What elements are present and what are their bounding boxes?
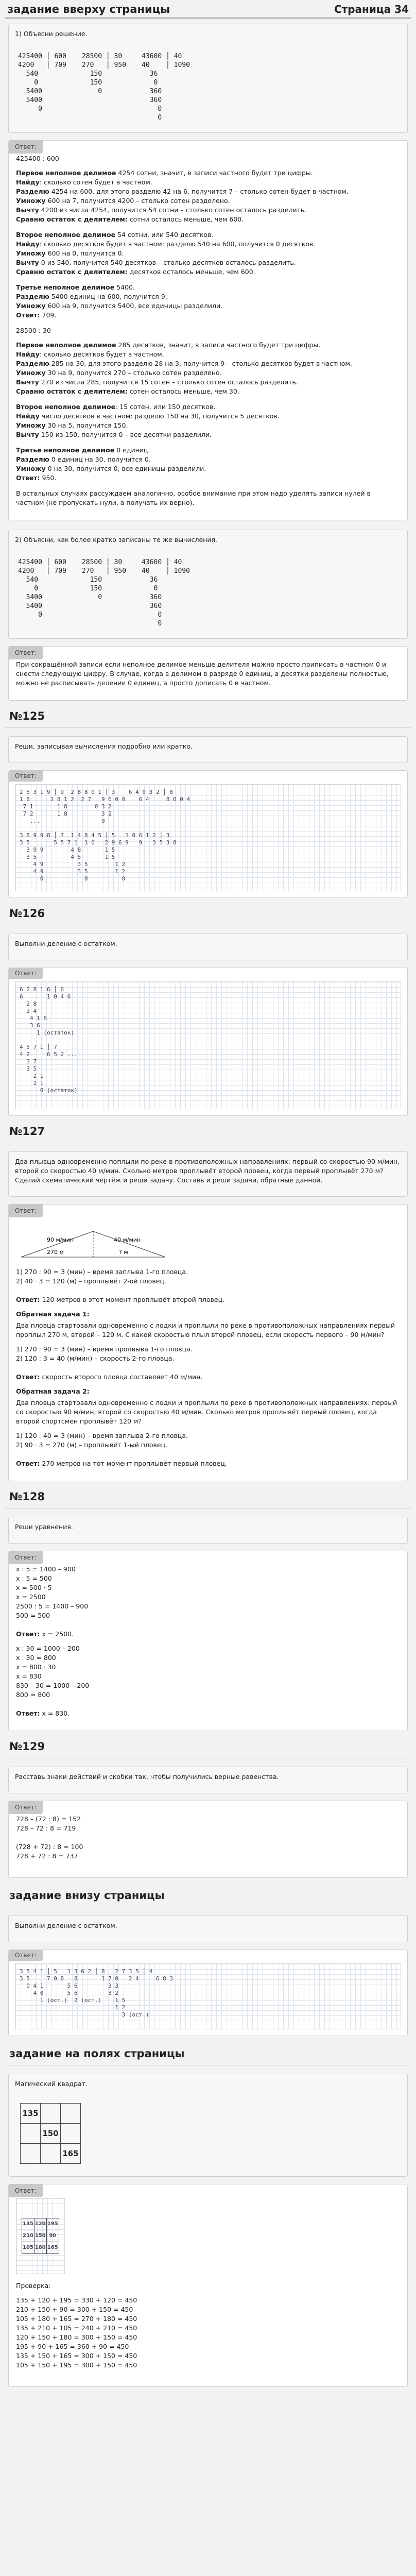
- answer-value: x = 830.: [40, 1709, 70, 1717]
- text-line: 105 + 150 + 195 = 300 + 150 = 450: [16, 2361, 137, 2369]
- answer-label: Ответ:: [9, 140, 43, 154]
- answer-line: [16, 350, 400, 359]
- task-bottom-text: Выполни деление с остатком.: [15, 1922, 117, 1929]
- calc-line: 0: [142, 105, 162, 113]
- distance-2-label: ? м: [119, 1249, 128, 1256]
- answer-line-keyword: Умножу: [16, 465, 46, 472]
- answer-line-keyword: Ответ:: [16, 311, 40, 319]
- page-number: Страница 34: [334, 3, 409, 15]
- answer-value: x = 2500.: [40, 1630, 74, 1638]
- calc-column: [142, 52, 190, 122]
- answer-line-text: : сколько десятков будет в частном: разделю 540 на 600, получится 0 десятков.: [39, 240, 316, 248]
- task-1-answer-2: [8, 646, 408, 701]
- inverse-2-question: Два пловца стартовали одновременно с лодки и проплыли по реке в противоположных направлениях: первый со скоростью 90 м/мин, второй со скоростью 40 м/мин. Сколько метров проплывёт первый пловец, когда второй спортсмен проплывёт 120 м?: [16, 1399, 397, 1425]
- answer-line-text: 0 единиц на 30, получится 0.: [49, 455, 151, 463]
- section-title-128: №128: [9, 1490, 45, 1503]
- answer-line: [16, 301, 400, 311]
- answer-line-keyword: Найду: [16, 350, 40, 358]
- magic-square-row: [21, 2124, 81, 2144]
- text-line: 135 + 120 + 195 = 330 + 120 = 450: [16, 2296, 137, 2304]
- answer-line-keyword: Разделю: [16, 455, 49, 463]
- answer-block: [16, 230, 400, 277]
- header-rule: [5, 18, 411, 19]
- inverse-1-question: Два пловца стартовали одновременно с лодки и проплыли по реке в противоположных направлениях первый проплыл 270 м, второй – 120 м. С какой скоростью плыл второй пловец, если скорость первого – 90 м/мин?: [16, 1321, 395, 1338]
- answer-line-keyword: Сравню остаток с делителем:: [16, 215, 128, 223]
- inverse-2-answer: [16, 1459, 400, 1468]
- magic-square-cell: 120: [34, 2218, 46, 2230]
- magic-square-grid: [16, 2198, 65, 2274]
- handwritten-solution: 3 5 4 1 │ 5 1 3 6 2 │ 8 2 7 3 5 │ 4 3 5 7 0 8 8 1 7 0 2 4 6 8 3 0 4 1 5 6 3 3 4 0 5 6 3 2 1 (ост.) 2 (ост.) 1 5 1 2 3 (ост.): [15, 1963, 401, 2029]
- answer-line-text: 0 на 30, получится 0, все единицы разделили.: [45, 465, 206, 472]
- inverse-2-title: Обратная задача 2:: [16, 1387, 90, 1395]
- magic-square-cell: 135: [21, 2104, 41, 2124]
- answer-line-keyword: Второе неполное делимое: [16, 403, 116, 411]
- answer-line: [16, 473, 400, 483]
- answer-keyword: Ответ:: [16, 1460, 40, 1467]
- text-line: 120 + 150 + 180 = 300 + 150 = 450: [16, 2333, 137, 2341]
- answer-line-text: 30 на 5, получится 150.: [45, 421, 128, 429]
- answer-line: [16, 421, 400, 430]
- answer-line: [16, 267, 400, 277]
- task-bottom-question: [8, 1916, 408, 1942]
- answer-label: Ответ:: [9, 1204, 43, 1217]
- text-line: 135 + 210 + 105 = 240 + 210 = 450: [16, 2324, 137, 2332]
- answer-line: [16, 258, 400, 267]
- task-129-question: [8, 1767, 408, 1793]
- magic-square-cell: 135: [22, 2218, 34, 2230]
- task-128-question: [8, 1517, 408, 1544]
- text-line: 1) 270 : 90 = 3 (мин) – время пропвыва 1-го пловца.: [16, 1345, 193, 1353]
- task-1-q1: 1) Объясни решение.: [15, 30, 88, 38]
- calc-line: 0: [18, 611, 42, 619]
- magic-square-cell: 90: [46, 2230, 59, 2242]
- calc-line: 0: [81, 88, 102, 95]
- answer-keyword: Ответ:: [16, 1630, 40, 1638]
- calc-column: [18, 558, 66, 628]
- section-title-margins: задание на полях страницы: [9, 2047, 185, 2060]
- task-126-text: Выполни деление с остатком.: [15, 940, 117, 947]
- magic-square-cell: [61, 2104, 81, 2124]
- inverse-1-answer: [16, 1372, 400, 1382]
- calc-line: 4200 │ 709: [18, 61, 66, 69]
- calc-line: 425400 │ 600: [18, 53, 66, 60]
- answer-line-text: 54 сотни, или 540 десятков.: [115, 231, 214, 239]
- answer-line-keyword: Вычту: [16, 378, 39, 386]
- answer-line: [16, 446, 400, 455]
- section-title-126: №126: [9, 907, 45, 920]
- answer-line: [16, 168, 400, 178]
- answer-line-text: 285 на 30, для этого разделю 28 на 3, получится 9 – столько десятков будет в частном.: [49, 360, 352, 367]
- task-127-question: [8, 1151, 408, 1197]
- answer-block: [16, 283, 400, 320]
- header: [0, 0, 416, 18]
- section-title-125: №125: [9, 710, 45, 722]
- answer-line: [16, 187, 400, 196]
- equation-1-answer: [16, 1630, 400, 1639]
- section-title-127: №127: [9, 1125, 45, 1138]
- answer-line-keyword: Сравню остаток с делителем:: [16, 268, 128, 276]
- answer-line-text: 950.: [40, 474, 57, 482]
- calc-column: [142, 558, 190, 628]
- answer-line-text: : сколько десятков будет в частном.: [39, 350, 164, 358]
- calc-line: 43600 │ 40: [142, 558, 182, 566]
- task-129-answer: [8, 1801, 408, 1878]
- page-title: задание вверху страницы: [7, 3, 170, 15]
- answer-line-keyword: Разделю: [16, 188, 49, 195]
- answer-line-text: 4254 на 600, для этого разделю 42 на 6, получится 7 – столько сотен будет в частном.: [49, 188, 349, 195]
- answer-line: [16, 196, 400, 206]
- calc-line: 40 │ 1090: [142, 567, 190, 575]
- text-line: 135 + 150 + 165 = 300 + 150 = 450: [16, 2352, 137, 2360]
- text-line: 105 + 180 + 165 = 270 + 180 = 450: [16, 2315, 137, 2323]
- answer-label: Ответ:: [9, 2184, 43, 2197]
- task-1-question: [8, 24, 408, 133]
- answer-heading: 28500 : 30: [16, 327, 51, 334]
- task-125: [8, 736, 408, 898]
- answer-line-keyword: Вычту: [16, 259, 39, 266]
- answer-label: Ответ:: [9, 1801, 43, 1814]
- answer-line: [16, 402, 400, 412]
- task-126-answer: [8, 968, 408, 1116]
- task-126: [8, 934, 408, 1116]
- text-line: 728 – 72 : 8 = 719: [16, 1824, 76, 1832]
- magic-square-cell: 150: [34, 2230, 46, 2242]
- answer-line-text: 600 на 9, получится 5400, все единицы разделили.: [45, 302, 223, 310]
- calc-line: 0: [81, 594, 102, 601]
- calc-line: 0: [142, 114, 162, 122]
- answer-line-text: 600 на 7, получится 4200 – столько сотен разделено.: [45, 197, 230, 205]
- magic-square-cell: 165: [46, 2242, 59, 2254]
- magic-square-cell: 195: [46, 2218, 59, 2230]
- task-125-question: [8, 736, 408, 763]
- magic-square-cell: [21, 2144, 41, 2164]
- answer-value: скорость второго пловца составляет 40 м/мин.: [40, 1373, 203, 1381]
- calc-line: 360: [142, 594, 162, 601]
- task-bottom: [8, 1916, 408, 2036]
- inverse-1-title: Обратная задача 1:: [16, 1310, 90, 1318]
- magic-square-row: [22, 2242, 59, 2254]
- answer-line-keyword: Умножу: [16, 197, 46, 205]
- task-129-text: Расставь знаки действий и скобки так, чтобы получились верные равенства.: [15, 1773, 279, 1781]
- task-1-calcs-2: [15, 549, 401, 631]
- magic-square-cell: [41, 2104, 61, 2124]
- task-127-text: Два плывца одновременно поплыли по реке в противоположных направлениях: первый со скоростью 90 м/мин, второй со скоростью 40 м/мин. Сколько метров проплывёт второй пловец, когда первый проплывёт 270 м? Сделай схематический чертёж и реши задачу. Составь и реши задачи, обратные данной.: [15, 1158, 400, 1184]
- answer-line-keyword: Ответ:: [16, 474, 40, 482]
- calc-line: 150: [81, 70, 102, 78]
- text-line: x = 830: [16, 1672, 42, 1680]
- answer-line: [16, 430, 400, 439]
- handwritten-solution: 6 2 8 1 6 │ 6 6 1 0 4 6 2 8 2 4 4 1 6 3 6 1 (остаток) 4 5 7 1 │ 7 4 2 6 5 2 ... 3 7 3 5 2 1 2 1 0 (остаток): [15, 981, 401, 1109]
- calc-column: [82, 558, 126, 628]
- calc-column: [82, 52, 126, 122]
- text-line: x = 2500: [16, 1593, 46, 1601]
- solution-lines: [16, 1267, 400, 1295]
- magic-square-row: [21, 2144, 81, 2164]
- answer-line-keyword: Третье неполное делимое: [16, 283, 115, 291]
- calc-line: 270 │ 950: [81, 61, 127, 69]
- answer-line: [16, 412, 400, 421]
- answer-label: Ответ:: [9, 646, 43, 659]
- task-margins: [8, 2074, 408, 2387]
- check-lines: [16, 2296, 400, 2379]
- inverse-1-solution: [16, 1345, 400, 1372]
- answer-line-keyword: Умножу: [16, 249, 46, 257]
- text-line: 210 + 150 + 90 = 300 + 150 = 450: [16, 2306, 133, 2313]
- text-line: 800 = 800: [16, 1691, 50, 1699]
- text-line: x : 30 = 800: [16, 1654, 56, 1662]
- text-line: 830 – 30 = 1000 – 200: [16, 1682, 90, 1689]
- answer-line-keyword: Найду: [16, 412, 40, 420]
- text-line: (728 + 72) : 8 = 100: [16, 1843, 83, 1851]
- magic-square-cell: 180: [34, 2242, 46, 2254]
- task-1: [8, 24, 408, 701]
- calc-line: 5400: [18, 96, 42, 104]
- answer-block: [16, 168, 400, 224]
- calc-line: 36: [142, 576, 158, 584]
- answer-block: [16, 341, 400, 396]
- answer-line-text: 4254 сотни, значит, в записи частного будет три цифры.: [116, 169, 313, 177]
- answer-line-text: : 15 сотен, или 150 десятков.: [115, 403, 216, 411]
- answer-line: [16, 387, 400, 396]
- text-line: x : 30 = 1000 – 200: [16, 1645, 80, 1652]
- calc-column: [18, 52, 66, 122]
- answer-line-keyword: Умножу: [16, 302, 46, 310]
- calc-line: 425400 │ 600: [18, 558, 66, 566]
- text-line: 2) 120 : 3 = 40 (м/мин) – скорость 2-го пловца.: [16, 1354, 175, 1362]
- calc-line: 270 │ 950: [81, 567, 127, 575]
- calc-line: 28500 │ 30: [81, 558, 123, 566]
- magic-square-cell: [61, 2124, 81, 2144]
- task-1-calcs: [15, 43, 401, 125]
- task-bottom-answer: [8, 1950, 408, 2036]
- calc-line: 360: [142, 88, 162, 95]
- distance-1-label: 270 м: [47, 1249, 64, 1256]
- calc-line: 540: [18, 70, 39, 78]
- calc-line: 0: [142, 611, 162, 619]
- answer-line-text: 285 десятков, значит, в записи частного будет три цифры.: [116, 341, 321, 349]
- answer-line-keyword: Третье неполное делимое: [16, 446, 115, 454]
- calc-line: 150: [81, 576, 102, 584]
- answer-line-text: 4200 из числа 4254, получится 54 сотни – столько сотен осталось разделить.: [39, 206, 307, 214]
- answer-line-text: 5400.: [114, 283, 135, 291]
- answer-line: [16, 206, 400, 215]
- answer-line: [16, 455, 400, 464]
- answer-line-text: 270 из числа 285, получится 15 сотен – столько сотен осталось разделить.: [39, 378, 298, 386]
- magic-square-blank-wrap: [15, 2093, 401, 2169]
- answer-keyword: Ответ:: [16, 1296, 40, 1303]
- calc-line: 0: [18, 585, 39, 592]
- text-line: [16, 1833, 400, 1842]
- equation-2: [16, 1644, 400, 1709]
- answer-line-keyword: Второе неполное делимое: [16, 231, 116, 239]
- answer-line-keyword: Вычту: [16, 206, 39, 214]
- task-1-question-2: [8, 530, 408, 639]
- section-title-129: №129: [9, 1740, 45, 1753]
- answer-line: [16, 215, 400, 224]
- magic-square-cell: 105: [22, 2242, 34, 2254]
- river-sketch: [16, 1221, 170, 1262]
- answer-text: При сокращённой записи если неполное делимое меньше делителя можно просто приписать в частном 0 и снести следующую цифру. В случае, когда в делимом в разряде 0 единиц, а десятки разделены полностью, можно не расписывать деление 0 единиц, а просто дописать 0 в частном.: [16, 660, 389, 687]
- magic-square-cell: 165: [61, 2144, 81, 2164]
- magic-square-row: [22, 2218, 59, 2230]
- calc-line: 0: [142, 79, 158, 87]
- answer-line-keyword: Умножу: [16, 369, 46, 377]
- calc-line: 28500 │ 30: [81, 53, 123, 60]
- speed-1-label: 90 м/мин: [47, 1236, 74, 1243]
- magic-square-row: [22, 2230, 59, 2242]
- answer-line-keyword: Сравню остаток с делителем:: [16, 387, 128, 395]
- calc-line: 150: [81, 585, 102, 592]
- calc-line: 40 │ 1090: [142, 61, 190, 69]
- answer-line-text: 600 на 0, получится 0.: [45, 249, 124, 257]
- text-line: 1) 120 : 40 = 3 (мин) – время заплыва 2-го пловца.: [16, 1432, 188, 1439]
- text-line: 728 – (72 : 8) = 152: [16, 1815, 81, 1823]
- answer-line-keyword: Разделю: [16, 360, 49, 367]
- answer-value: 120 метров в этот момент проплывёт второй пловец.: [40, 1296, 225, 1303]
- inverse-2-solution: [16, 1431, 400, 1459]
- magic-square-cell: [41, 2144, 61, 2164]
- answer-value: 270 метров на тот момент проплывёт первый пловец.: [40, 1460, 227, 1467]
- answer-line: [16, 178, 400, 187]
- answer-line-text: : сколько сотен будет в частном.: [39, 178, 152, 186]
- magic-square-cell: [21, 2124, 41, 2144]
- answer-keyword: Ответ:: [16, 1373, 40, 1381]
- task-128-answer: [8, 1551, 408, 1731]
- answer-line-text: 150 из 150, получится 0 – все десятки разделили.: [39, 431, 212, 438]
- magic-square-row: [21, 2104, 81, 2124]
- answer-line-keyword: Первое неполное делимое: [16, 341, 116, 349]
- calc-line: 0: [18, 79, 39, 87]
- answer-line: [16, 368, 400, 378]
- calc-line: 36: [142, 70, 158, 78]
- answer-block: [16, 402, 400, 439]
- answer-line-text: десятков осталось меньше, чем 600.: [127, 268, 255, 276]
- answer-line-keyword: Разделю: [16, 293, 49, 300]
- magic-square-blank: [20, 2103, 81, 2164]
- calc-line: 360: [142, 602, 162, 610]
- answer-line-keyword: Найду: [16, 240, 40, 248]
- calc-line: 5400: [18, 88, 42, 95]
- task-127-answer: [8, 1204, 408, 1481]
- text-line: 1) 270 : 90 = 3 (мин) – время заплыва 1-го пловца.: [16, 1268, 188, 1276]
- answer-line: [16, 341, 400, 350]
- text-line: 2) 40 · 3 = 120 (м) – проплывёт 2-ой пловец.: [16, 1277, 166, 1285]
- solution-answer: [16, 1295, 400, 1304]
- calc-line: 5400: [18, 602, 42, 610]
- answer-line-keyword: Вычту: [16, 431, 39, 438]
- task-125-text: Реши, записывая вычисления подробно или кратко.: [15, 742, 193, 750]
- task-127: [8, 1151, 408, 1481]
- calc-line: 360: [142, 96, 162, 104]
- text-line: x = 500 · 5: [16, 1584, 52, 1591]
- answer-line: [16, 464, 400, 473]
- magic-square-cell: 150: [41, 2124, 61, 2144]
- answer-block: [16, 446, 400, 483]
- equalities: [16, 1815, 400, 1870]
- text-line: 2) 90 · 3 = 270 (м) – проплывёт 1-ый пловец.: [16, 1441, 168, 1449]
- task-126-question: [8, 934, 408, 960]
- answer-line-keyword: Умножу: [16, 421, 46, 429]
- answer-line: [16, 359, 400, 368]
- task-129: [8, 1767, 408, 1878]
- answer-line-text: число десятков в частном: разделю 150 на 30, получится 5 десятков.: [39, 412, 280, 420]
- task-margins-text: Магический квадрат.: [15, 2080, 88, 2088]
- calc-line: 5400: [18, 594, 42, 601]
- task-128-text: Реши уравнения.: [15, 1523, 73, 1531]
- text-line: 195 + 90 + 165 = 360 + 90 = 450: [16, 2343, 129, 2350]
- answer-heading: 425400 : 600: [16, 155, 59, 162]
- answer-keyword: Ответ:: [16, 1709, 40, 1717]
- answer-line: [16, 311, 400, 320]
- answer-line-keyword: Первое неполное делимое: [16, 169, 116, 177]
- answer-line-text: сотни осталось меньше, чем 600.: [127, 215, 244, 223]
- answer-line: [16, 292, 400, 301]
- answer-line-text: 709.: [40, 311, 57, 319]
- calc-line: 150: [81, 79, 102, 87]
- answer-label: Ответ:: [9, 1551, 43, 1564]
- section-rule: [5, 1508, 411, 1509]
- text-line: x : 5 = 500: [16, 1574, 52, 1582]
- answer-line-text: сотен осталось меньше, чем 30.: [127, 387, 239, 395]
- text-line: x : 5 = 1400 – 900: [16, 1565, 76, 1573]
- answer-line: [16, 283, 400, 292]
- answer-label: Ответ:: [9, 770, 43, 782]
- speed-2-label: 40 м/мин: [114, 1236, 141, 1243]
- river-sketch-svg: [16, 1221, 170, 1262]
- text-line: 2500 : 5 = 1400 – 900: [16, 1602, 89, 1610]
- text-line: 500 = 500: [16, 1612, 50, 1619]
- handwritten-solution: 2 5 3 1 9 │ 9 2 8 8 0 1 │ 3 6 4 0 3 2 │ 8 1 8 2 8 1 2 2 7 9 6 0 0 6 4 8 0 0 4 7 1 1 8 0 3 2 7 2 1 8 3 2 ... 0 3 8 9 9 8 │ 7 1 4 8 4 5 │ 5 1 0 6 1 2 │ 3 3 5 5 5 7 1 1 0 2 9 6 9 9 3 5 3 8 3 9 9 4 8 1 5 3 5 4 5 1 5 4 9 3 5 1 2 4 9 3 5 1 2 0 0 0: [15, 784, 401, 891]
- equation-2-answer: [16, 1709, 400, 1718]
- text-line: x = 800 · 30: [16, 1663, 56, 1671]
- answer-line-text: 0 из 540, получится 540 десятков – столько десятков осталось разделить.: [39, 259, 296, 266]
- answer-line-keyword: Найду: [16, 178, 40, 186]
- answer-line: [16, 240, 400, 249]
- task-125-answer: [8, 770, 408, 898]
- magic-square-filled: [22, 2218, 59, 2254]
- answer-label: Ответ:: [9, 1950, 43, 1961]
- task-128: [8, 1517, 408, 1731]
- answer-line-text: 0 единиц.: [114, 446, 150, 454]
- calc-line: 0: [142, 620, 162, 628]
- calc-line: 0: [18, 105, 42, 113]
- task-margins-question: [8, 2074, 408, 2177]
- calc-line: 43600 │ 40: [142, 53, 182, 60]
- equation-1: [16, 1565, 400, 1630]
- calc-line: 540: [18, 576, 39, 584]
- task-1-q2: 2) Объясни, как более кратко записаны те же вычисления.: [15, 536, 217, 544]
- section-title-bottom: задание внизу страницы: [9, 1889, 165, 1902]
- answer-line: [16, 249, 400, 258]
- answer-line-text: 5400 единиц на 600, получится 9.: [49, 293, 167, 300]
- text-line: 728 + 72 : 8 = 737: [16, 1852, 78, 1860]
- section-rule: [5, 727, 411, 728]
- task-1-answer: [8, 140, 408, 520]
- magic-square-cell: 210: [22, 2230, 34, 2242]
- task-margins-answer: [8, 2184, 408, 2387]
- check-title: Проверка:: [16, 2282, 51, 2290]
- answer-line: [16, 378, 400, 387]
- answer-label: Ответ:: [9, 968, 43, 979]
- answer-line: [16, 230, 400, 240]
- answer-line-text: 30 на 9, получится 270 – столько сотен разделено.: [45, 369, 222, 377]
- answer-tail: В остальных случаях рассуждаем аналогично, особое внимание при этом надо уделять записи нулей в частном (не пропускать нули, а получать их верно).: [16, 489, 371, 506]
- calc-line: 4200 │ 709: [18, 567, 66, 575]
- calc-line: 0: [142, 585, 158, 592]
